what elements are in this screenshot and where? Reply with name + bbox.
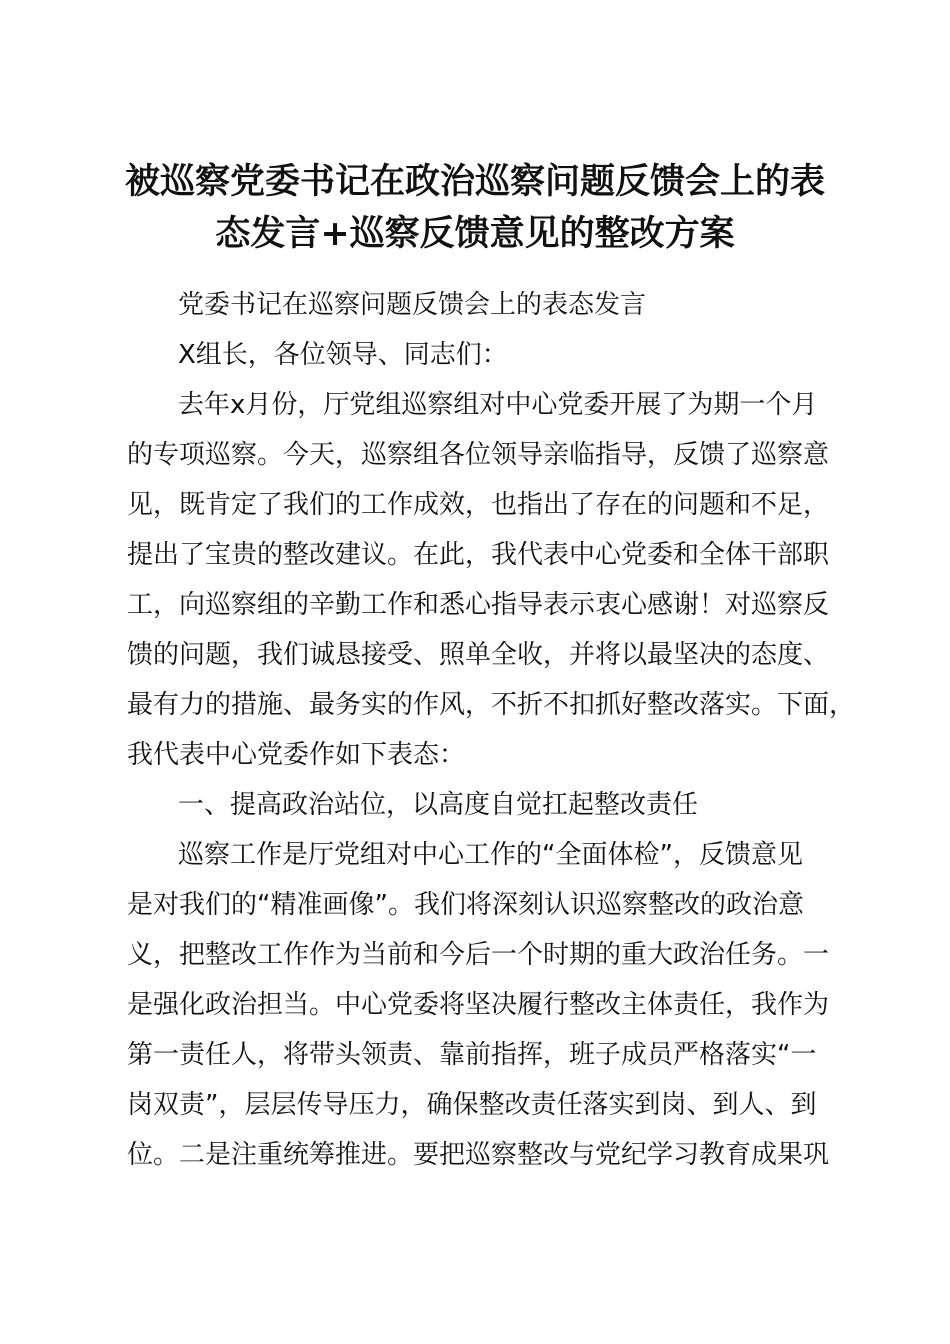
- section-heading-1: 一、提高政治站位，以高度自觉扛起整改责任: [178, 790, 699, 820]
- paragraph-2-line-3: 义，把整改工作作为当前和今后一个时期的重大政治任务。一: [127, 940, 830, 970]
- paragraph-1-line-7: 最有力的措施、最务实的作风，不折不扣抓好整改落实。下面，: [127, 690, 856, 720]
- salutation: X组长，各位领导、同志们：: [178, 340, 508, 370]
- document-title-line-1: 被巡察党委书记在政治巡察问题反馈会上的表: [124, 162, 825, 202]
- paragraph-1-line-6: 馈的问题，我们诚恳接受、照单全收，并将以最坚决的态度、: [127, 640, 830, 670]
- paragraph-2-line-1: 巡察工作是厅党组对中心工作的“全面体检”，反馈意见: [178, 840, 803, 870]
- paragraph-2-line-2: 是对我们的“精准画像”。我们将深刻认识巡察整改的政治意: [127, 890, 804, 920]
- paragraph-1-line-4: 提出了宝贵的整改建议。在此，我代表中心党委和全体干部职: [127, 540, 830, 570]
- paragraph-1-line-1: 去年x月份，厅党组巡察组对中心党委开展了为期一个月: [178, 390, 818, 420]
- paragraph-1-line-3: 见，既肯定了我们的工作成效，也指出了存在的问题和不足，: [127, 490, 830, 520]
- paragraph-2-line-7: 位。二是注重统筹推进。要把巡察整改与党纪学习教育成果巩: [127, 1140, 830, 1170]
- paragraph-2-line-6: 岗双责”，层层传导压力，确保整改责任落实到岗、到人、到: [127, 1090, 817, 1120]
- paragraph-1-line-2: 的专项巡察。今天，巡察组各位领导亲临指导，反馈了巡察意: [127, 440, 830, 470]
- paragraph-1-line-5: 工，向巡察组的辛勤工作和悉心指导表示衷心感谢！对巡察反: [127, 590, 830, 620]
- document-title-line-2: 态发言+巡察反馈意见的整改方案: [215, 214, 735, 254]
- paragraph-2-line-5: 第一责任人，将带头领责、靠前指挥，班子成员严格落实“一: [127, 1040, 817, 1070]
- paragraph-2-line-4: 是强化政治担当。中心党委将坚决履行整改主体责任，我作为: [127, 990, 830, 1020]
- subtitle: 党委书记在巡察问题反馈会上的表态发言: [178, 290, 647, 320]
- paragraph-1-line-8: 我代表中心党委作如下表态：: [127, 740, 466, 770]
